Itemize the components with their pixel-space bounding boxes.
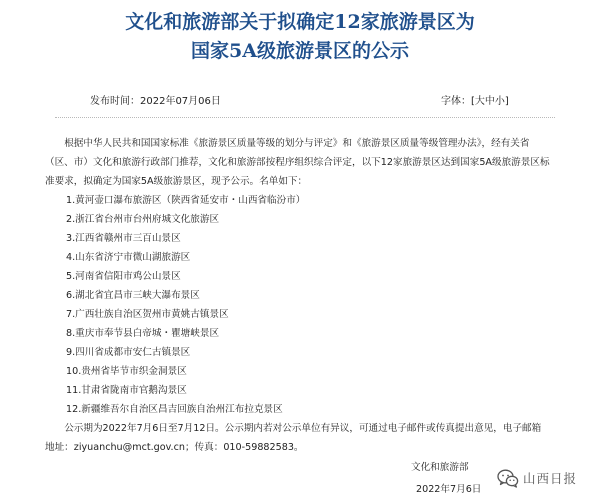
contact-address: 地址：ziyuanchu@mct.gov.cn；传真：010-59882583。 <box>45 442 304 453</box>
list-item: 2.浙江省台州市台州府城文化旅游区 <box>66 214 220 225</box>
publish-date: 发布时间：2022年07月06日 <box>90 96 221 107</box>
wechat-logo-icon <box>497 469 519 488</box>
list-item: 4.山东省济宁市微山湖旅游区 <box>66 252 191 263</box>
font-bracket-close: ] <box>504 96 509 107</box>
font-small-option[interactable]: 小 <box>494 96 505 107</box>
publicity-period: 公示期为2022年7月6日至7月12日。公示期内若对公示单位有异议，可通过电子邮件或传真提出意见，电子邮箱 <box>64 423 542 434</box>
scenic-area-list <box>45 191 555 419</box>
header-divider <box>55 117 555 118</box>
source-watermark <box>497 467 577 489</box>
signer-date: 2022年7月6日 <box>416 484 482 495</box>
font-bracket-open: [ <box>471 96 475 107</box>
page-title-line-2: 国家5A级旅游景区的公示 <box>191 40 409 62</box>
list-item: 12.新疆维吾尔自治区昌吉回族自治州江布拉克景区 <box>66 404 283 415</box>
signer-organization: 文化和旅游部 <box>411 462 469 473</box>
font-medium-option[interactable]: 中 <box>484 96 495 107</box>
page-title-line-1: 文化和旅游部关于拟确定12家旅游景区为 <box>125 11 475 33</box>
article-meta <box>0 93 600 111</box>
font-size-label: 字体： <box>441 96 471 107</box>
watermark-text: 山西日报 <box>523 471 578 486</box>
list-item: 5.河南省信阳市鸡公山景区 <box>66 271 181 282</box>
list-item: 1.黄河壶口瀑布旅游区（陕西省延安市・山西省临汾市） <box>66 195 306 206</box>
list-item: 11.甘肃省陇南市官鹅沟景区 <box>66 385 187 396</box>
list-item: 6.湖北省宜昌市三峡大瀑布景区 <box>66 290 200 301</box>
list-item: 3.江西省赣州市三百山景区 <box>66 233 181 244</box>
font-large-option[interactable]: 大 <box>474 96 485 107</box>
list-item: 7.广西壮族自治区贺州市黄姚古镇景区 <box>66 309 229 320</box>
list-item: 8.重庆市奉节县白帝城・瞿塘峡景区 <box>66 328 220 339</box>
intro-paragraph: 根据中华人民共和国国家标准《旅游景区质量等级的划分与评定》和《旅游景区质量等级管理办法》，经有关省（区、市）文化和旅游行政部门推荐，文化和旅游部按程序组织综合评定，以下12家旅游景区达到国家5A级旅游景区标准要求，拟确定为国家5A级旅游景区，现予公示。名单如下： <box>45 138 550 187</box>
list-item: 10.贵州省毕节市织金洞景区 <box>66 366 187 377</box>
font-size-switcher <box>441 93 509 111</box>
list-item: 9.四川省成都市安仁古镇景区 <box>66 347 191 358</box>
article-body <box>45 134 555 457</box>
